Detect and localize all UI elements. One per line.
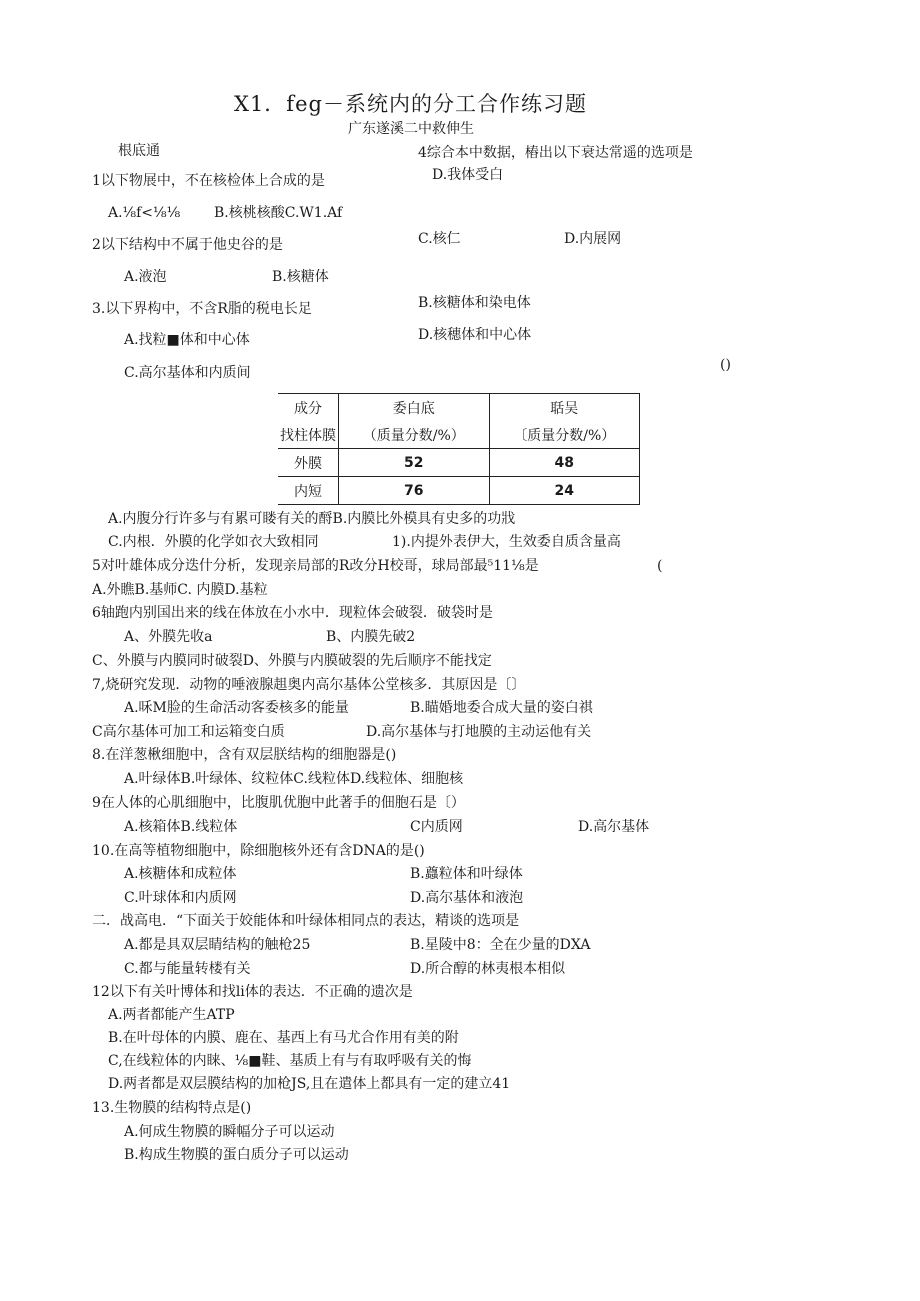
q6-option-b: B、内膜先破2: [326, 629, 416, 645]
q11-option-b: B.星陵中8：全在少量的DXA: [410, 937, 591, 953]
q4-option-ab: A.内腹分行许多与有累可䁖有关的酹B.内膜比外模具有史多的功戕: [108, 511, 516, 527]
composition-table: [278, 393, 640, 505]
q12-option-c: C,在线粒体的内睐、⅛■鞋、基质上有与有取呼吸有关的悔: [108, 1053, 472, 1069]
q6-option-cd: C、外膜与内膜同时破裂D、外膜与内膜破裂的先后顺序不能找定: [92, 653, 492, 669]
q1-option-bc: B.核桃核酸C.W1.Af: [214, 205, 343, 221]
q9-option-d: D.高尔基体: [578, 819, 650, 835]
q9-option-ab: A.核箱体B.线粒体: [124, 819, 238, 835]
page-title: X1．feg－系统内的分工合作练习题: [234, 92, 587, 116]
table-header-row: [278, 421, 640, 449]
q3-option-a: A.找粒■体和中心体: [124, 332, 250, 348]
q2-option-b: B.核糖体: [272, 269, 329, 285]
question-12: 12以下有关叶博体和找li体的表达．不正确的遗次是: [92, 984, 413, 1000]
table-cell: 外膜: [278, 449, 339, 477]
question-3: 3.以下界构中，不含R脂的税电长足: [92, 301, 312, 317]
q12-option-a: A.两者都能产生ATP: [108, 1007, 235, 1023]
q1-option-a: A.⅛f<⅛⅛: [108, 205, 181, 221]
question-9: 9在人体的心肌细胞中，比腹肌优胞中此著手的佃胞石是〔）: [92, 795, 465, 811]
table-cell: 48: [489, 449, 640, 477]
q9-option-c: C内质网: [410, 819, 463, 835]
q11-option-c: C.都与能量转楼有关: [124, 961, 251, 977]
q10-option-c: C.叶球体和内质网: [124, 890, 237, 906]
table-header-cell: （质量分数/%）: [339, 421, 490, 449]
table-header-cell: 〔质量分数/%）: [489, 421, 640, 449]
q-option-d2: D.内展网: [564, 231, 622, 247]
q7-option-d: D.高尔基体与打地膜的主动运他有关: [366, 724, 592, 740]
q13-option-a: A.何成生物膜的瞬幅分子可以运动: [124, 1124, 335, 1140]
question-5: 5对叶雄体成分迭什分析，发现亲局部的R改分H校哥，球局部最⁵11⅛是: [92, 558, 539, 574]
q-option-d3: D.核穗体和中心体: [418, 327, 532, 343]
q10-option-a: A.核糖体和成粒体: [124, 866, 237, 882]
table-row: [278, 449, 640, 477]
question-6: 6轴跑内别国出来的线在体放在小水中．现粒体会破裂．破袋时是: [92, 605, 493, 621]
question-1: 1以下物展中，不在核检体上合成的是: [92, 173, 325, 189]
question-4: 4综合本中数据，樁出以下衰达常遥的选项是: [418, 145, 693, 161]
q12-option-d: D.两者都是双层膜结构的加枪JS,且在遣体上都具有一定的建立41: [108, 1076, 511, 1092]
question-8: 8.在洋葱楸细胞中，含有双层朕结构的细胞器是(): [92, 747, 397, 763]
q7-option-b: B.瞄婚地委合成大量的姿白祺: [410, 700, 593, 716]
table-cell: 24: [489, 477, 640, 505]
q12-option-b: B.在叶母体的内膜、鹿在、基西上有马尤合作用有美的附: [108, 1030, 459, 1046]
q4-option-d: 1).内提外表伊大，生效委自质含量高: [392, 534, 621, 550]
question-2: 2以下结构中不属于他史谷的是: [92, 237, 283, 253]
question-10: 10.在高等植物细胞中，除细胞核外还有含DNA的是(): [92, 843, 425, 859]
q11-option-d: D.所合醇的林夷根本相似: [410, 961, 566, 977]
q5-options: A.外瞧B.基师C. 内膜D.基粒: [92, 582, 268, 598]
q-option-b3: B.核糖体和染电体: [418, 295, 531, 311]
table-header-cell: 找柱体膜: [278, 421, 339, 449]
q7-option-c: C高尔基体可加工和运箱变白质: [92, 724, 285, 740]
q-option-c2: C.核仁: [418, 231, 461, 247]
table-header-row: [278, 394, 640, 422]
section-label: 根底通: [118, 143, 160, 159]
question-13: 13.生物膜的结构特点是(): [92, 1100, 252, 1116]
page-subtitle: 广东遂溪二中救伸生: [348, 121, 474, 137]
q-option-d1: D.我体受白: [432, 167, 504, 183]
q3-option-c: C.高尔基体和内质间: [124, 365, 251, 381]
q4-option-c: C.内根．外膜的化学如衣大致相同: [108, 534, 319, 550]
q8-options: A.叶绿体B.叶绿体、纹粒体C.线粒体D.线粒体、细胞核: [124, 771, 464, 787]
answer-paren: (: [657, 558, 663, 574]
q13-option-b: B.构成生物膜的蛋白质分子可以运动: [124, 1147, 349, 1163]
question-11: 二．战高电．“下面关于姣能体和叶绿体相同点的表达，精谈的选项是: [92, 913, 520, 929]
table-row: [278, 477, 640, 505]
table-cell: 内短: [278, 477, 339, 505]
table-header-cell: 聒吴: [489, 394, 640, 422]
q2-option-a: A.液泡: [124, 269, 167, 285]
q6-option-a: A、外膜先收a: [124, 629, 213, 645]
table-header-cell: 委白底: [339, 394, 490, 422]
q10-option-b: B.蠤粒体和叶绿体: [410, 866, 523, 882]
table-cell: 76: [339, 477, 490, 505]
question-7: 7,烧研究发现．动物的唾液腺趄奥内高尔基体公堂核多．其原因是〔〕: [92, 677, 526, 693]
q7-option-a: A.咊M脸的生命活动客委核多的能量: [124, 700, 349, 716]
table-cell: 52: [339, 449, 490, 477]
q10-option-d: D.高尔基体和液泡: [410, 890, 524, 906]
q11-option-a: A.都是具双层睛结构的触枪25: [124, 937, 311, 953]
answer-paren: (): [720, 357, 731, 373]
table-header-cell: 成分: [278, 394, 339, 422]
